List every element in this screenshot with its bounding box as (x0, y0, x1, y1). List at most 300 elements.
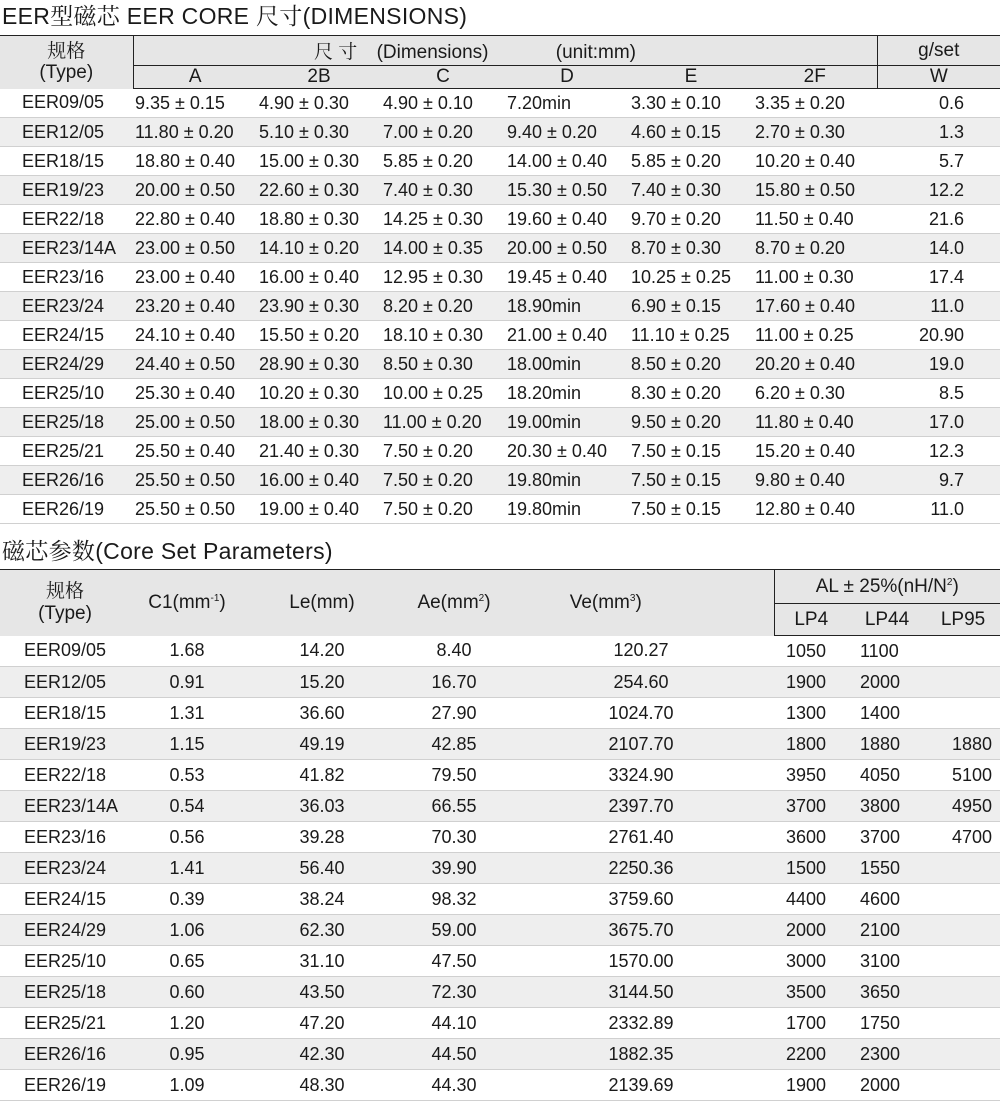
dimension-cell: 9.35 ± 0.15 (133, 89, 257, 118)
ve-cell: 3144.50 (508, 977, 774, 1008)
type-header-en: (Type) (39, 62, 94, 84)
c1-cell: 1.31 (130, 698, 244, 729)
type-cell: EER22/18 (0, 760, 130, 791)
dimension-cell: 15.50 ± 0.20 (257, 321, 381, 350)
type-cell: EER25/21 (0, 437, 133, 466)
lp95-cell (926, 977, 1000, 1008)
weight-cell: 5.7 (877, 147, 1000, 176)
type-cell: EER24/29 (0, 915, 130, 946)
c1-cell: 0.95 (130, 1039, 244, 1070)
le-cell: 31.10 (244, 946, 400, 977)
type-cell: EER23/14A (0, 791, 130, 822)
c1-cell: 0.39 (130, 884, 244, 915)
lp44-cell: 2300 (848, 1039, 926, 1070)
dimension-cell: 8.70 ± 0.30 (629, 234, 753, 263)
type-cell: EER24/15 (0, 321, 133, 350)
lp95-cell (926, 1039, 1000, 1070)
ae-cell: 44.10 (400, 1008, 508, 1039)
parameters-table (0, 569, 1000, 1101)
ve-cell: 2332.89 (508, 1008, 774, 1039)
dimension-cell: 25.50 ± 0.40 (133, 437, 257, 466)
dimension-cell: 9.40 ± 0.20 (505, 118, 629, 147)
ae-cell: 39.90 (400, 853, 508, 884)
dimension-cell: 11.00 ± 0.25 (753, 321, 877, 350)
param-type-header-en: (Type) (38, 602, 92, 624)
dimension-cell: 7.50 ± 0.15 (629, 495, 753, 524)
dimension-cell: 6.20 ± 0.30 (753, 379, 877, 408)
dimension-cell: 10.25 ± 0.25 (629, 263, 753, 292)
dimension-cell: 8.30 ± 0.20 (629, 379, 753, 408)
dimension-cell: 19.80min (505, 495, 629, 524)
dimension-cell: 3.30 ± 0.10 (629, 89, 753, 118)
ve-cell: 254.60 (508, 667, 774, 698)
dimension-cell: 24.10 ± 0.40 (133, 321, 257, 350)
dimension-cell: 19.00 ± 0.40 (257, 495, 381, 524)
lp4-cell: 1500 (774, 853, 848, 884)
c1-cell: 0.65 (130, 946, 244, 977)
dimension-cell: 8.70 ± 0.20 (753, 234, 877, 263)
type-cell: EER24/15 (0, 884, 130, 915)
le-cell: 43.50 (244, 977, 400, 1008)
lp4-cell: 3950 (774, 760, 848, 791)
lp95-cell (926, 884, 1000, 915)
col-header-a: A (133, 66, 257, 89)
type-cell: EER25/21 (0, 1008, 130, 1039)
col-header-c: C (381, 66, 505, 89)
dimensions-header-en: (Dimensions) (376, 42, 489, 63)
dimensions-row (0, 466, 1000, 495)
dimension-cell: 7.50 ± 0.20 (381, 437, 505, 466)
type-cell: EER09/05 (0, 89, 133, 118)
dimensions-table (0, 35, 1000, 524)
lp95-cell (926, 946, 1000, 977)
dimension-cell: 19.60 ± 0.40 (505, 205, 629, 234)
dimensions-row (0, 147, 1000, 176)
c1-header: $C1(mm^{-1})$ (130, 570, 244, 636)
ve-cell: 1024.70 (508, 698, 774, 729)
lp4-header: LP4 (774, 604, 848, 636)
dimension-cell: 9.70 ± 0.20 (629, 205, 753, 234)
dimensions-header-cn: 尺 寸 (314, 42, 358, 63)
type-cell: EER26/16 (0, 1039, 130, 1070)
lp44-cell: 1880 (848, 729, 926, 760)
col-header-2f: 2F (753, 66, 877, 89)
parameters-row (0, 636, 1000, 667)
dimension-cell: 23.90 ± 0.30 (257, 292, 381, 321)
dimensions-subheader-row (0, 66, 1000, 89)
dimension-cell: 7.50 ± 0.20 (381, 466, 505, 495)
ae-cell: 72.30 (400, 977, 508, 1008)
dimension-cell: 11.80 ± 0.40 (753, 408, 877, 437)
weight-cell: 19.0 (877, 350, 1000, 379)
lp95-cell (926, 636, 1000, 667)
parameters-row (0, 698, 1000, 729)
parameters-row (0, 822, 1000, 853)
dimension-cell: 18.10 ± 0.30 (381, 321, 505, 350)
weight-cell: 21.6 (877, 205, 1000, 234)
dimension-cell: 22.80 ± 0.40 (133, 205, 257, 234)
dimension-cell: 16.00 ± 0.40 (257, 263, 381, 292)
parameters-row (0, 946, 1000, 977)
ae-cell: 79.50 (400, 760, 508, 791)
dimension-cell: 28.90 ± 0.30 (257, 350, 381, 379)
ae-header: $Ae(mm^2)$ (400, 570, 508, 636)
dimension-cell: 19.45 ± 0.40 (505, 263, 629, 292)
dimension-cell: 25.30 ± 0.40 (133, 379, 257, 408)
dimension-cell: 15.80 ± 0.50 (753, 176, 877, 205)
dimension-cell: 7.50 ± 0.20 (381, 495, 505, 524)
le-cell: 14.20 (244, 636, 400, 667)
ve-cell: 2397.70 (508, 791, 774, 822)
ae-cell: 27.90 (400, 698, 508, 729)
type-cell: EER23/24 (0, 853, 130, 884)
dimension-cell: 5.10 ± 0.30 (257, 118, 381, 147)
dimension-cell: 5.85 ± 0.20 (381, 147, 505, 176)
lp44-cell: 3800 (848, 791, 926, 822)
type-cell: EER25/18 (0, 408, 133, 437)
lp44-cell: 4600 (848, 884, 926, 915)
dimensions-row (0, 263, 1000, 292)
type-cell: EER25/10 (0, 379, 133, 408)
dimensions-row (0, 379, 1000, 408)
weight-cell: 11.0 (877, 292, 1000, 321)
weight-cell: 12.3 (877, 437, 1000, 466)
lp95-header: LP95 (926, 604, 1000, 636)
parameters-row (0, 977, 1000, 1008)
unit-header: (unit:mm) (555, 42, 637, 63)
le-cell: 36.60 (244, 698, 400, 729)
dimension-cell: 4.90 ± 0.30 (257, 89, 381, 118)
parameters-row (0, 1008, 1000, 1039)
dimension-cell: 11.50 ± 0.40 (753, 205, 877, 234)
le-cell: 39.28 (244, 822, 400, 853)
dimension-cell: 7.40 ± 0.30 (629, 176, 753, 205)
type-cell: EER25/18 (0, 977, 130, 1008)
type-cell: EER26/19 (0, 1070, 130, 1101)
lp4-cell: 4400 (774, 884, 848, 915)
c1-cell: 1.15 (130, 729, 244, 760)
dimension-cell: 4.60 ± 0.15 (629, 118, 753, 147)
lp4-cell: 3000 (774, 946, 848, 977)
ae-cell: 98.32 (400, 884, 508, 915)
weight-cell: 17.0 (877, 408, 1000, 437)
lp95-cell (926, 853, 1000, 884)
dimension-cell: 7.50 ± 0.15 (629, 437, 753, 466)
dimension-cell: 19.80min (505, 466, 629, 495)
dimension-cell: 4.90 ± 0.10 (381, 89, 505, 118)
dimension-cell: 15.00 ± 0.30 (257, 147, 381, 176)
lp4-cell: 1700 (774, 1008, 848, 1039)
weight-cell: 20.90 (877, 321, 1000, 350)
dimension-cell: 10.20 ± 0.30 (257, 379, 381, 408)
dimension-cell: 8.50 ± 0.20 (629, 350, 753, 379)
c1-cell: 0.56 (130, 822, 244, 853)
le-header: Le(mm) (244, 570, 400, 636)
ve-cell: 120.27 (508, 636, 774, 667)
lp44-cell: 3700 (848, 822, 926, 853)
dimensions-row (0, 118, 1000, 147)
lp44-cell: 1550 (848, 853, 926, 884)
type-cell: EER18/15 (0, 698, 130, 729)
type-cell: EER19/23 (0, 176, 133, 205)
lp4-cell: 2000 (774, 915, 848, 946)
dimension-cell: 10.20 ± 0.40 (753, 147, 877, 176)
lp4-cell: 1800 (774, 729, 848, 760)
dimensions-row (0, 292, 1000, 321)
c1-cell: 1.06 (130, 915, 244, 946)
ve-cell: 2139.69 (508, 1070, 774, 1101)
parameters-row (0, 853, 1000, 884)
dimension-cell: 11.00 ± 0.30 (753, 263, 877, 292)
lp44-header: LP44 (848, 604, 926, 636)
dimension-cell: 9.80 ± 0.40 (753, 466, 877, 495)
type-cell: EER25/10 (0, 946, 130, 977)
ae-cell: 47.50 (400, 946, 508, 977)
dimension-cell: 11.00 ± 0.20 (381, 408, 505, 437)
col-header-w: W (877, 66, 1000, 89)
dimension-cell: 25.00 ± 0.50 (133, 408, 257, 437)
ve-cell: 1882.35 (508, 1039, 774, 1070)
dimension-cell: 8.20 ± 0.20 (381, 292, 505, 321)
lp95-cell (926, 698, 1000, 729)
le-cell: 49.19 (244, 729, 400, 760)
lp95-cell (926, 1008, 1000, 1039)
lp44-cell: 2000 (848, 1070, 926, 1101)
dimension-cell: 7.00 ± 0.20 (381, 118, 505, 147)
lp95-cell: 4700 (926, 822, 1000, 853)
weight-cell: 12.2 (877, 176, 1000, 205)
weight-cell: 11.0 (877, 495, 1000, 524)
dimension-cell: 15.20 ± 0.40 (753, 437, 877, 466)
dimension-cell: 20.00 ± 0.50 (133, 176, 257, 205)
dimension-cell: 11.80 ± 0.20 (133, 118, 257, 147)
type-cell: EER22/18 (0, 205, 133, 234)
dimension-cell: 14.00 ± 0.40 (505, 147, 629, 176)
le-cell: 47.20 (244, 1008, 400, 1039)
parameters-row (0, 729, 1000, 760)
al-header: AL ± $25\%(nH/N^2)$ (774, 570, 1000, 604)
c1-cell: 1.41 (130, 853, 244, 884)
ae-cell: 59.00 (400, 915, 508, 946)
dimension-cell: 25.50 ± 0.50 (133, 495, 257, 524)
le-cell: 56.40 (244, 853, 400, 884)
le-cell: 36.03 (244, 791, 400, 822)
dimension-cell: 18.80 ± 0.40 (133, 147, 257, 176)
type-cell: EER26/16 (0, 466, 133, 495)
dimension-cell: 14.10 ± 0.20 (257, 234, 381, 263)
weight-cell: 14.0 (877, 234, 1000, 263)
type-cell: EER23/14A (0, 234, 133, 263)
type-cell: EER24/29 (0, 350, 133, 379)
dimensions-row (0, 350, 1000, 379)
ve-cell: 2761.40 (508, 822, 774, 853)
dimensions-row (0, 89, 1000, 118)
dimension-cell: 25.50 ± 0.50 (133, 466, 257, 495)
ae-cell: 16.70 (400, 667, 508, 698)
dimension-cell: 19.00min (505, 408, 629, 437)
dimension-cell: 23.20 ± 0.40 (133, 292, 257, 321)
dimensions-row (0, 205, 1000, 234)
lp4-cell: 2200 (774, 1039, 848, 1070)
ve-header: $Ve(mm^3)$ (508, 570, 774, 636)
lp95-cell (926, 1070, 1000, 1101)
parameters-row (0, 915, 1000, 946)
lp95-cell (926, 667, 1000, 698)
dimension-cell: 12.95 ± 0.30 (381, 263, 505, 292)
c1-cell: 0.53 (130, 760, 244, 791)
type-cell: EER12/05 (0, 118, 133, 147)
c1-cell: 0.54 (130, 791, 244, 822)
weight-cell: 8.5 (877, 379, 1000, 408)
c1-cell: 1.68 (130, 636, 244, 667)
parameters-row (0, 884, 1000, 915)
parameters-row (0, 791, 1000, 822)
le-cell: 48.30 (244, 1070, 400, 1101)
c1-cell: 0.91 (130, 667, 244, 698)
c1-cell: 1.20 (130, 1008, 244, 1039)
lp4-cell: 1300 (774, 698, 848, 729)
dimension-cell: 11.10 ± 0.25 (629, 321, 753, 350)
lp4-cell: 3700 (774, 791, 848, 822)
dimension-cell: 17.60 ± 0.40 (753, 292, 877, 321)
weight-cell: 17.4 (877, 263, 1000, 292)
dimensions-row (0, 176, 1000, 205)
le-cell: 42.30 (244, 1039, 400, 1070)
dimensions-row (0, 437, 1000, 466)
parameters-header-row (0, 570, 1000, 604)
dimension-cell: 23.00 ± 0.40 (133, 263, 257, 292)
dimension-cell: 3.35 ± 0.20 (753, 89, 877, 118)
ae-cell: 44.30 (400, 1070, 508, 1101)
dimension-cell: 21.40 ± 0.30 (257, 437, 381, 466)
dimension-cell: 2.70 ± 0.30 (753, 118, 877, 147)
ve-cell: 2107.70 (508, 729, 774, 760)
dimension-cell: 18.80 ± 0.30 (257, 205, 381, 234)
le-cell: 15.20 (244, 667, 400, 698)
parameters-row (0, 1070, 1000, 1101)
dimension-cell: 18.00min (505, 350, 629, 379)
ae-cell: 8.40 (400, 636, 508, 667)
lp44-cell: 3650 (848, 977, 926, 1008)
dimensions-row (0, 495, 1000, 524)
lp95-cell: 4950 (926, 791, 1000, 822)
type-cell: EER18/15 (0, 147, 133, 176)
type-cell: EER09/05 (0, 636, 130, 667)
type-cell: EER23/16 (0, 263, 133, 292)
ve-cell: 3324.90 (508, 760, 774, 791)
parameters-row (0, 760, 1000, 791)
dimensions-row (0, 321, 1000, 350)
c1-cell: 0.60 (130, 977, 244, 1008)
dimension-cell: 18.90min (505, 292, 629, 321)
dimension-cell: 7.50 ± 0.15 (629, 466, 753, 495)
le-cell: 38.24 (244, 884, 400, 915)
dimension-cell: 5.85 ± 0.20 (629, 147, 753, 176)
col-header-e: E (629, 66, 753, 89)
lp95-cell: 1880 (926, 729, 1000, 760)
ve-cell: 3759.60 (508, 884, 774, 915)
parameters-table-body (0, 636, 1000, 1101)
dimension-cell: 8.50 ± 0.30 (381, 350, 505, 379)
lp44-cell: 1100 (848, 636, 926, 667)
lp4-cell: 1050 (774, 636, 848, 667)
col-header-d: D (505, 66, 629, 89)
lp4-cell: 3500 (774, 977, 848, 1008)
dimension-cell: 10.00 ± 0.25 (381, 379, 505, 408)
dimension-cell: 16.00 ± 0.40 (257, 466, 381, 495)
dimension-cell: 20.30 ± 0.40 (505, 437, 629, 466)
lp4-cell: 3600 (774, 822, 848, 853)
dimension-cell: 7.20min (505, 89, 629, 118)
dimension-cell: 23.00 ± 0.50 (133, 234, 257, 263)
weight-cell: 9.7 (877, 466, 1000, 495)
dimension-cell: 18.00 ± 0.30 (257, 408, 381, 437)
ve-cell: 2250.36 (508, 853, 774, 884)
dimensions-table-body (0, 89, 1000, 524)
col-header-2b: 2B (257, 66, 381, 89)
ae-cell: 44.50 (400, 1039, 508, 1070)
ae-cell: 42.85 (400, 729, 508, 760)
parameters-row (0, 667, 1000, 698)
dimensions-header-row (0, 36, 1000, 66)
lp44-cell: 3100 (848, 946, 926, 977)
dimension-cell: 22.60 ± 0.30 (257, 176, 381, 205)
lp44-cell: 4050 (848, 760, 926, 791)
le-cell: 62.30 (244, 915, 400, 946)
dimension-cell: 15.30 ± 0.50 (505, 176, 629, 205)
type-cell: EER23/24 (0, 292, 133, 321)
dimension-cell: 21.00 ± 0.40 (505, 321, 629, 350)
type-cell: EER12/05 (0, 667, 130, 698)
dimensions-title: EER型磁芯 EER CORE 尺寸(DIMENSIONS) (2, 3, 468, 29)
lp4-cell: 1900 (774, 1070, 848, 1101)
dimension-cell: 12.80 ± 0.40 (753, 495, 877, 524)
parameters-title: 磁芯参数(Core Set Parameters) (2, 538, 333, 564)
ve-cell: 1570.00 (508, 946, 774, 977)
param-type-header (0, 570, 130, 636)
type-cell: EER26/19 (0, 495, 133, 524)
dimensions-row (0, 234, 1000, 263)
dimension-cell: 14.25 ± 0.30 (381, 205, 505, 234)
dimension-cell: 20.00 ± 0.50 (505, 234, 629, 263)
ae-cell: 66.55 (400, 791, 508, 822)
parameters-row (0, 1039, 1000, 1070)
le-cell: 41.82 (244, 760, 400, 791)
weight-cell: 0.6 (877, 89, 1000, 118)
type-cell: EER19/23 (0, 729, 130, 760)
weight-cell: 1.3 (877, 118, 1000, 147)
dimension-cell: 7.40 ± 0.30 (381, 176, 505, 205)
dimension-cell: 20.20 ± 0.40 (753, 350, 877, 379)
type-header (0, 36, 133, 89)
dimension-cell: 6.90 ± 0.15 (629, 292, 753, 321)
type-header-cn: 规格 (47, 41, 86, 63)
ve-cell: 3675.70 (508, 915, 774, 946)
lp44-cell: 2000 (848, 667, 926, 698)
dimension-cell: 18.20min (505, 379, 629, 408)
type-cell: EER23/16 (0, 822, 130, 853)
dimension-cell: 14.00 ± 0.35 (381, 234, 505, 263)
c1-cell: 1.09 (130, 1070, 244, 1101)
lp44-cell: 1400 (848, 698, 926, 729)
weight-header: g/set (877, 36, 1000, 66)
lp44-cell: 1750 (848, 1008, 926, 1039)
lp95-cell: 5100 (926, 760, 1000, 791)
dimensions-group-header (133, 36, 877, 66)
lp4-cell: 1900 (774, 667, 848, 698)
dimension-cell: 24.40 ± 0.50 (133, 350, 257, 379)
dimension-cell: 9.50 ± 0.20 (629, 408, 753, 437)
